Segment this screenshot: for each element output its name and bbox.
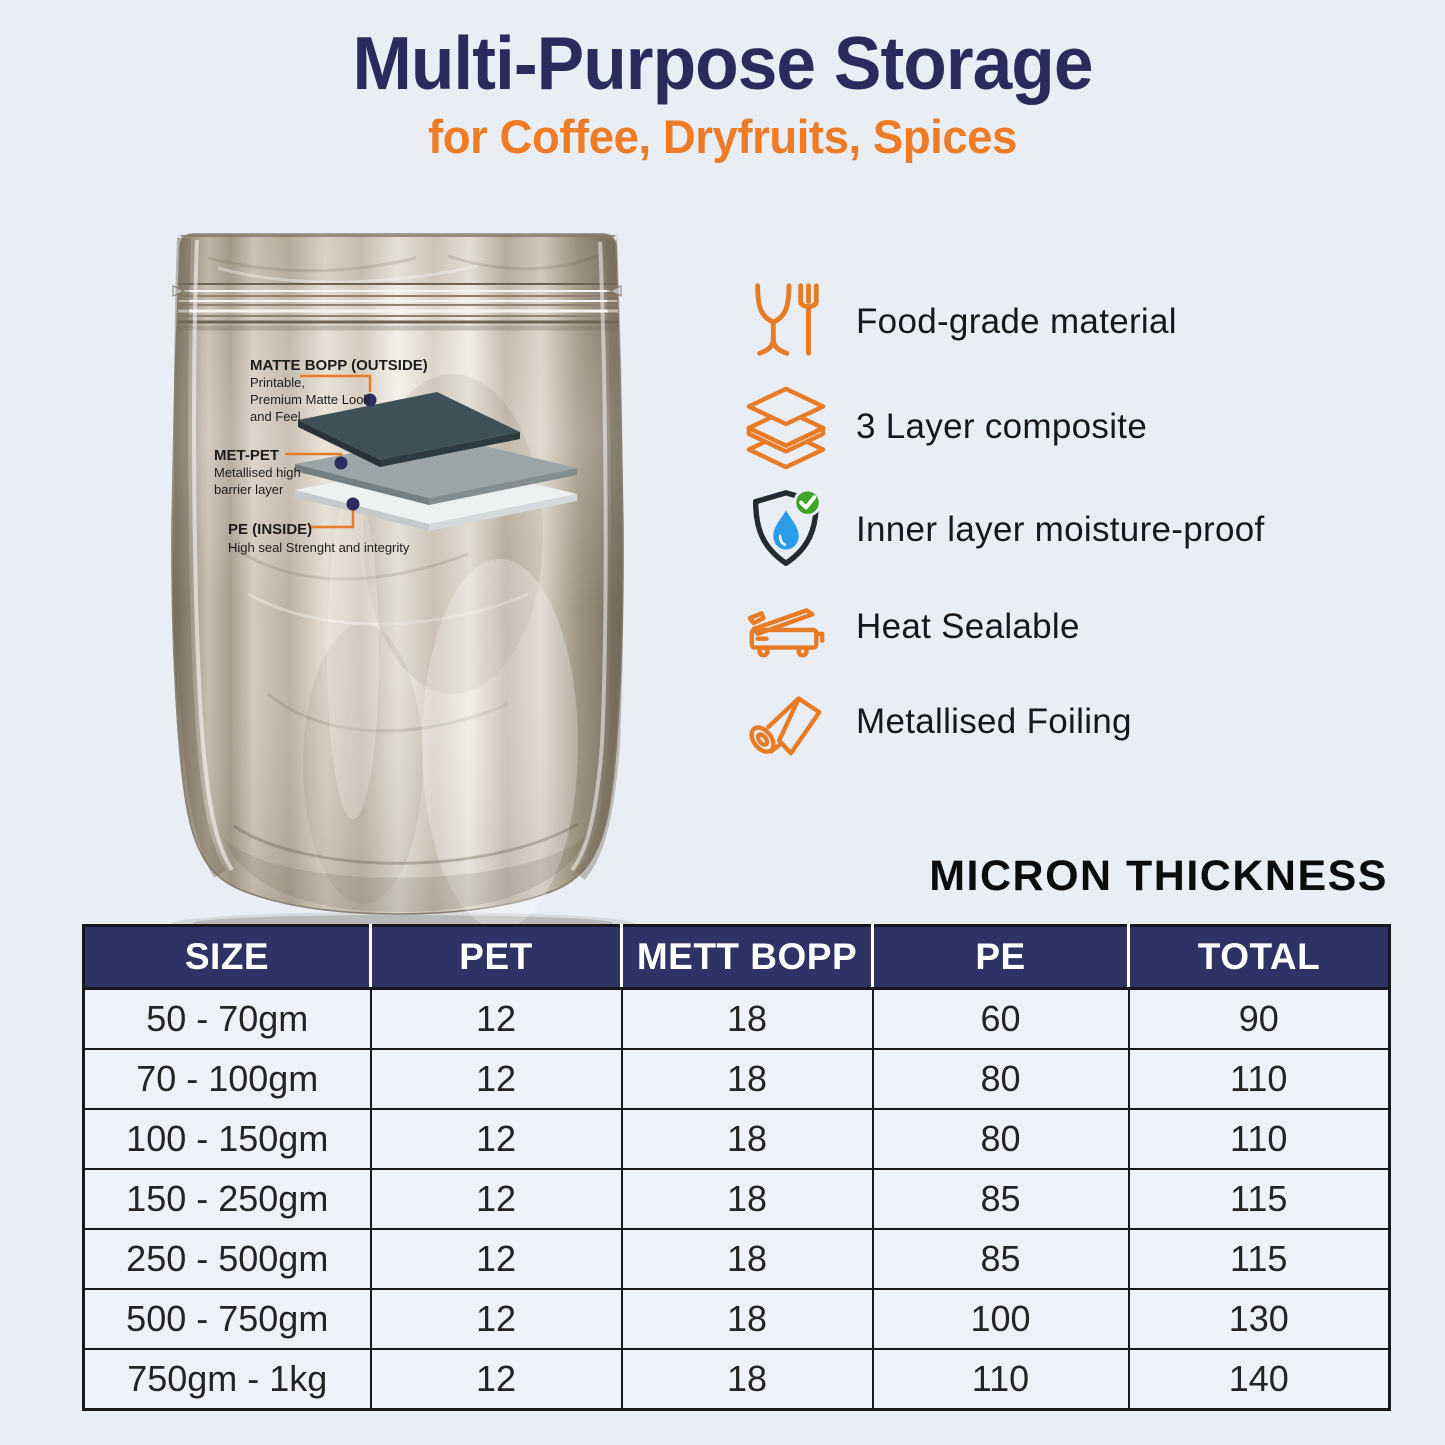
moisture-proof-icon bbox=[738, 484, 834, 576]
table-row bbox=[84, 989, 1390, 1050]
column-header-mett-bopp: METT BOPP bbox=[622, 926, 873, 989]
feature-food-grade bbox=[738, 276, 1177, 368]
pouch-image bbox=[148, 224, 648, 940]
table-cell: 90 bbox=[1129, 989, 1390, 1050]
table-cell: 110 bbox=[1129, 1109, 1390, 1169]
table-cell: 12 bbox=[371, 989, 622, 1050]
feature-label: Food-grade material bbox=[856, 302, 1177, 341]
feature-label: Metallised Foiling bbox=[856, 702, 1132, 741]
table-cell: 115 bbox=[1129, 1229, 1390, 1289]
table-cell: 80 bbox=[873, 1049, 1129, 1109]
table-cell: 18 bbox=[622, 989, 873, 1050]
three-layer-icon bbox=[738, 381, 834, 473]
annotation-matte-bopp-line2: Premium Matte Look bbox=[250, 392, 370, 407]
table-row bbox=[84, 1289, 1390, 1349]
annotation-met-pet-line1: Metallised high bbox=[214, 465, 301, 480]
table-row bbox=[84, 1049, 1390, 1109]
table-cell: 115 bbox=[1129, 1169, 1390, 1229]
pouch-zipper bbox=[178, 284, 618, 328]
pouch-top-seal bbox=[178, 234, 618, 284]
table-cell: 100 bbox=[873, 1289, 1129, 1349]
feature-list bbox=[738, 276, 1438, 756]
table-cell: 130 bbox=[1129, 1289, 1390, 1349]
feature-metallised-foiling bbox=[738, 676, 1132, 768]
food-grade-icon bbox=[738, 276, 834, 368]
feature-three-layer bbox=[738, 381, 1147, 473]
annotation-matte-bopp-line3: and Feel bbox=[250, 409, 301, 424]
annotation-met-pet-label: MET-PET bbox=[214, 447, 280, 464]
table-cell: 12 bbox=[371, 1109, 622, 1169]
table-cell: 18 bbox=[622, 1229, 873, 1289]
table-row bbox=[84, 1229, 1390, 1289]
table-cell: 500 - 750gm bbox=[84, 1289, 371, 1349]
table-cell: 110 bbox=[873, 1349, 1129, 1410]
body-sheen-2 bbox=[327, 489, 379, 819]
table-row bbox=[84, 1109, 1390, 1169]
table-header-row bbox=[84, 926, 1390, 989]
table-cell: 18 bbox=[622, 1049, 873, 1109]
table-cell: 85 bbox=[873, 1169, 1129, 1229]
foil-roll-icon bbox=[738, 676, 834, 768]
column-header-size: SIZE bbox=[84, 926, 371, 989]
table-cell: 60 bbox=[873, 989, 1129, 1050]
table-cell: 140 bbox=[1129, 1349, 1390, 1410]
table-cell: 250 - 500gm bbox=[84, 1229, 371, 1289]
table-cell: 70 - 100gm bbox=[84, 1049, 371, 1109]
table-cell: 100 - 150gm bbox=[84, 1109, 371, 1169]
heat-sealer-icon bbox=[738, 581, 834, 673]
table-cell: 150 - 250gm bbox=[84, 1169, 371, 1229]
table-cell: 12 bbox=[371, 1349, 622, 1410]
micron-thickness-table bbox=[82, 924, 1391, 1411]
table-cell: 12 bbox=[371, 1229, 622, 1289]
table-cell: 18 bbox=[622, 1109, 873, 1169]
table-cell: 18 bbox=[622, 1289, 873, 1349]
table-row bbox=[84, 1349, 1390, 1410]
column-header-pe: PE bbox=[873, 926, 1129, 989]
pouch-illustration bbox=[148, 224, 648, 940]
annotation-matte-bopp-label: MATTE BOPP (OUTSIDE) bbox=[250, 357, 428, 374]
table-cell: 80 bbox=[873, 1109, 1129, 1169]
annotation-met-pet-line2: barrier layer bbox=[214, 482, 284, 497]
table-cell: 18 bbox=[622, 1349, 873, 1410]
feature-label: Heat Sealable bbox=[856, 607, 1080, 646]
table-cell: 18 bbox=[622, 1169, 873, 1229]
annotation-pe-line1: High seal Strenght and integrity bbox=[228, 540, 410, 555]
table-cell: 12 bbox=[371, 1289, 622, 1349]
table-cell: 12 bbox=[371, 1049, 622, 1109]
feature-label: 3 Layer composite bbox=[856, 407, 1148, 446]
table-cell: 110 bbox=[1129, 1049, 1390, 1109]
annotation-pe-label: PE (INSIDE) bbox=[228, 521, 313, 538]
micron-thickness-heading: MICRON THICKNESS bbox=[929, 852, 1388, 900]
table-cell: 12 bbox=[371, 1169, 622, 1229]
page-title: Multi-Purpose Storage bbox=[352, 21, 1093, 105]
table-row bbox=[84, 1169, 1390, 1229]
table-cell: 50 - 70gm bbox=[84, 989, 371, 1050]
page-subtitle: for Coffee, Dryfruits, Spices bbox=[428, 110, 1017, 163]
feature-label: Inner layer moisture-proof bbox=[856, 510, 1265, 549]
column-header-pet: PET bbox=[371, 926, 622, 989]
feature-moisture-proof bbox=[738, 484, 1265, 576]
feature-heat-sealable bbox=[738, 581, 1080, 673]
table-cell: 85 bbox=[873, 1229, 1129, 1289]
annotation-matte-bopp-line1: Printable, bbox=[250, 375, 305, 390]
table-cell: 750gm - 1kg bbox=[84, 1349, 371, 1410]
column-header-total: TOTAL bbox=[1129, 926, 1390, 989]
